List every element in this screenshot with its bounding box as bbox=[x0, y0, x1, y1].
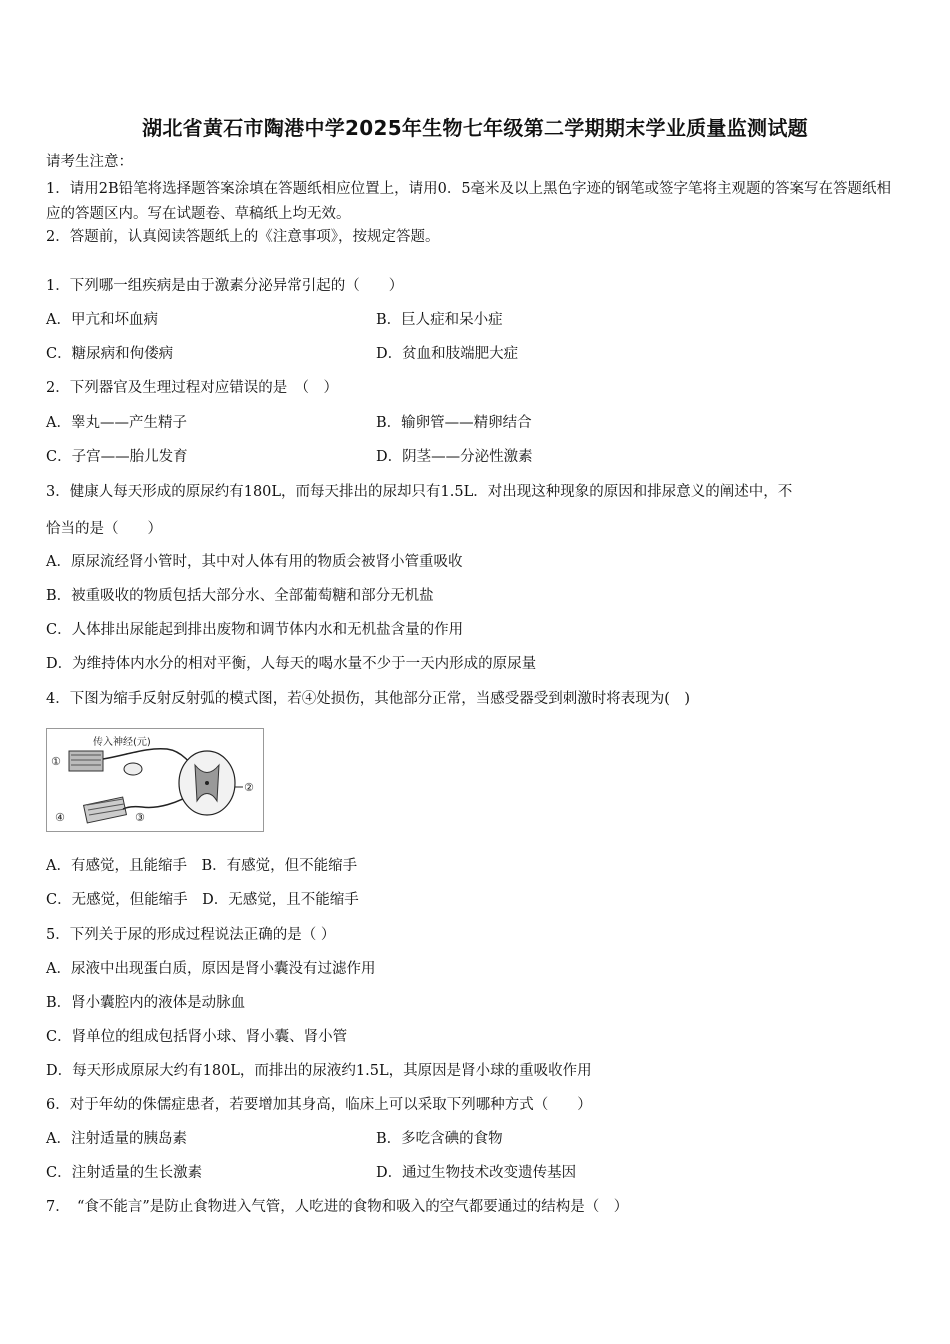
q1-option-d: D．贫血和肢端肥大症 bbox=[376, 346, 519, 362]
ganglion bbox=[124, 763, 142, 775]
notice-heading: 请考生注意： bbox=[46, 154, 133, 170]
q7-stem: 7． “食不能言”是防止食物进入气管，人吃进的食物和吸入的空气都要通过的结构是（ ） bbox=[46, 1199, 629, 1215]
receptor-block bbox=[69, 751, 103, 771]
q1-stem: 1．下列哪一组疾病是由于激素分泌异常引起的（ ） bbox=[46, 278, 404, 294]
q5-option-c: C．肾单位的组成包括肾小球、肾小囊、肾小管 bbox=[46, 1029, 348, 1045]
q6-option-a: A．注射适量的胰岛素 bbox=[46, 1131, 187, 1147]
q2-option-a: A．睾丸——产生精子 bbox=[46, 415, 187, 431]
label-2: ② bbox=[244, 781, 254, 794]
q1-option-c: C．糖尿病和佝偻病 bbox=[46, 346, 174, 362]
q2-stem: 2．下列器官及生理过程对应错误的是 （ ） bbox=[46, 380, 338, 396]
q2-option-b: B．输卵管——精卵结合 bbox=[376, 415, 532, 431]
q1-option-a: A．甲亢和坏血病 bbox=[46, 312, 158, 328]
q5-option-b: B．肾小囊腔内的液体是动脉血 bbox=[46, 995, 246, 1011]
q2-option-c: C．子宫——胎儿发育 bbox=[46, 449, 188, 465]
label-1: ① bbox=[51, 755, 61, 768]
q2-option-d: D．阴茎——分泌性激素 bbox=[376, 449, 533, 465]
q6-option-d: D．通过生物技术改变遗传基因 bbox=[376, 1165, 577, 1181]
q3-option-b: B．被重吸收的物质包括大部分水、全部葡萄糖和部分无机盐 bbox=[46, 588, 434, 604]
central-canal bbox=[205, 781, 209, 785]
q3-stem-line-1: 3．健康人每天形成的原尿约有180L，而每天排出的尿却只有1.5L．对出现这种现象的原因和排尿意义的阐述中，不 bbox=[46, 484, 793, 500]
q6-option-c: C．注射适量的生长激素 bbox=[46, 1165, 203, 1181]
label-afferent: 传入神经(元) bbox=[93, 737, 151, 748]
notice-item-2: 2．答题前，认真阅读答题纸上的《注意事项》，按规定答题。 bbox=[46, 229, 440, 245]
q3-option-a: A．原尿流经肾小管时，其中对人体有用的物质会被肾小管重吸收 bbox=[46, 554, 463, 570]
reflex-arc-diagram bbox=[46, 728, 264, 832]
q5-stem: 5．下列关于尿的形成过程说法正确的是（ ） bbox=[46, 927, 336, 943]
reflex-arc-svg bbox=[47, 729, 263, 831]
q6-stem: 6．对于年幼的侏儒症患者，若要增加其身高，临床上可以采取下列哪种方式（ ） bbox=[46, 1097, 592, 1113]
q3-option-c: C．人体排出尿能起到排出废物和调节体内水和无机盐含量的作用 bbox=[46, 622, 464, 638]
q4-stem: 4．下图为缩手反射反射弧的模式图，若④处损伤，其他部分正常，当感受器受到刺激时将表现为( ) bbox=[46, 691, 691, 707]
q5-option-d: D．每天形成原尿大约有180L，而排出的尿液约1.5L，其原因是肾小球的重吸收作用 bbox=[46, 1063, 592, 1079]
q6-option-b: B．多吃含碘的食物 bbox=[376, 1131, 503, 1147]
notice-item-1: 1．请用2B铅笔将选择题答案涂填在答题纸相应位置上，请用0．5毫米及以上黑色字迹的钢笔或签字笔将主观题的答案写在答题纸相应的答题区内。写在试题卷、草稿纸上均无效。 bbox=[46, 181, 892, 222]
q5-option-a: A．尿液中出现蛋白质，原因是肾小囊没有过滤作用 bbox=[46, 961, 376, 977]
q3-stem-line-2: 恰当的是（ ） bbox=[46, 521, 162, 537]
page-title: 湖北省黄石市陶港中学2025年生物七年级第二学期期末学业质量监测试题 bbox=[142, 116, 808, 140]
label-3: ③ bbox=[135, 811, 145, 824]
q4-options-cd: C．无感觉，但能缩手 D．无感觉，且不能缩手 bbox=[46, 892, 359, 908]
q3-option-d: D．为维持体内水分的相对平衡，人每天的喝水量不少于一天内形成的原尿量 bbox=[46, 656, 537, 672]
q4-options-ab: A．有感觉，且能缩手 B．有感觉，但不能缩手 bbox=[46, 858, 358, 874]
label-4: ④ bbox=[55, 811, 65, 824]
q1-option-b: B．巨人症和呆小症 bbox=[376, 312, 503, 328]
